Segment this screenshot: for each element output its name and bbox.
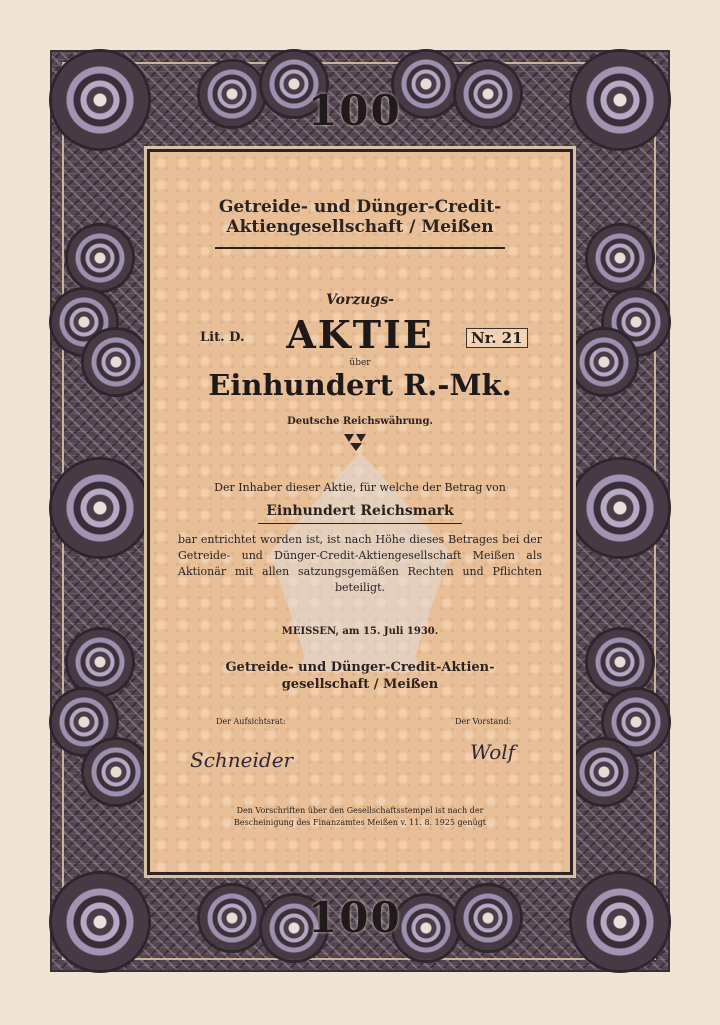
top-rosette: [394, 52, 458, 116]
place-date: MEISSEN, am 15. Juli 1930.: [281, 626, 439, 637]
corner-rosette-top-left: [52, 52, 148, 148]
amount-in-words: Einhundert Reichsmark: [266, 503, 454, 519]
divider-rule: [215, 247, 505, 249]
body-paragraph: bar entrichtet worden ist, ist nach Höhe dieses Betrages bei der Getreide- und Dünger-Credit-Aktiengesellschaft Meißen als Aktionär mit allen satzungsgemäßen Rechten und Pflichten beteiligt.: [178, 533, 542, 594]
issuer-line-1: Getreide- und Dünger-Credit-Aktien-: [225, 660, 495, 675]
company-name-line-2: Aktiengesellschaft / Meißen: [226, 217, 494, 237]
amount-underline: [258, 523, 462, 524]
bottom-rosette: [200, 886, 264, 950]
signature-board: Wolf: [470, 740, 516, 764]
holder-text: Der Inhaber dieser Aktie, für welche der Betrag von: [214, 481, 506, 494]
top-rosette: [200, 62, 264, 126]
executive-board-label: Der Vorstand:: [455, 717, 512, 726]
series-label: Lit. D.: [200, 330, 245, 345]
supervisory-board-label: Der Aufsichtsrat:: [216, 717, 286, 726]
denomination-bottom: 100: [308, 893, 402, 942]
over-label: über: [349, 358, 371, 368]
left-rosette: [68, 630, 132, 694]
share-class: Vorzugs-: [326, 292, 394, 308]
footer-line-1: Den Vorschriften über den Gesellschaftsstempel ist nach der: [236, 806, 484, 815]
company-name-line-1: Getreide- und Dünger-Credit-: [218, 197, 502, 217]
corner-rosette-top-right: [572, 52, 668, 148]
corner-rosette-bottom-left: [52, 874, 148, 970]
top-rosette: [456, 62, 520, 126]
signature-supervisory: Schneider: [190, 748, 294, 772]
currency-note: Deutsche Reichswährung.: [287, 416, 433, 427]
issuer-line-2: gesellschaft / Meißen: [281, 677, 439, 692]
bottom-rosette: [456, 886, 520, 950]
share-number-value: Nr. 21: [466, 328, 528, 348]
bottom-rosette: [394, 896, 458, 960]
left-rosette-large: [52, 460, 148, 556]
right-rosette: [588, 630, 652, 694]
footer-line-2: Bescheinigung des Finanzamtes Meißen v. 11. 8. 1925 genügt: [233, 818, 487, 827]
corner-rosette-bottom-right: [572, 874, 668, 970]
right-rosette: [572, 740, 636, 804]
right-rosette: [572, 330, 636, 394]
left-rosette: [84, 330, 148, 394]
right-rosette: [588, 226, 652, 290]
share-title: AKTIE: [286, 312, 434, 357]
denomination-top: 100: [308, 86, 402, 135]
share-number: [466, 328, 528, 348]
emblem-icon: [338, 432, 382, 452]
left-rosette: [84, 740, 148, 804]
nominal-amount: Einhundert R.-Mk.: [208, 368, 512, 402]
left-rosette: [68, 226, 132, 290]
right-rosette-large: [572, 460, 668, 556]
